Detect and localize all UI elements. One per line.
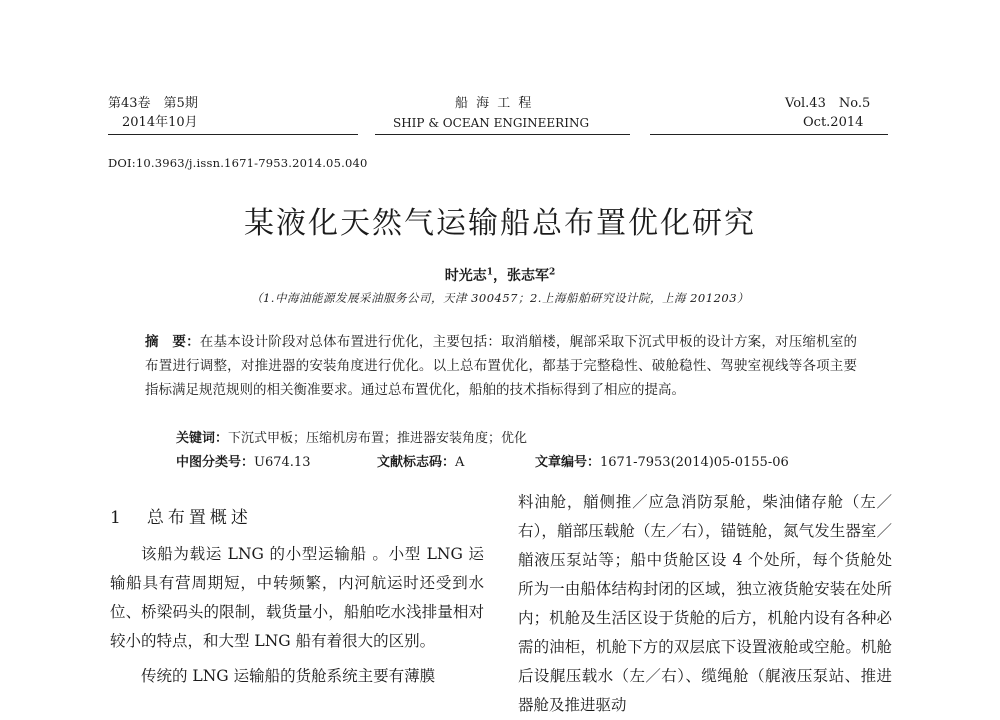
article-label: 文章编号：	[535, 455, 601, 470]
keywords	[176, 427, 527, 446]
volume-issue-en: Vol.43 No.5	[785, 96, 871, 111]
doi[interactable]: DOI:10.3963/j.issn.1671-7953.2014.05.040	[108, 156, 368, 170]
section-heading	[110, 503, 252, 528]
article-value: 1671-7953(2014)05-0155-06	[600, 455, 789, 470]
author-1: 时光志	[444, 268, 487, 284]
left-paragraph-1: 该船为载运 LNG 的小型运输船 。小型 LNG 运输船具有营周期短，中转频繁，内河航运时还受到水位、桥梁码头的限制，载货量小，船舶吃水浅排量相对较小的特点，和大型 LNG 船有着很大的区别。	[110, 545, 484, 650]
authors	[0, 265, 1000, 285]
section-number: 1	[110, 508, 125, 528]
paper-title: 某液化天然气运输船总布置优化研究	[244, 206, 756, 241]
header-rule-right	[650, 134, 888, 135]
affiliation: （1.中海油能源发展采油服务公司，天津 300457；2.上海船舶研究设计院，上海 201203）	[250, 291, 750, 305]
journal-name-en: SHIP & OCEAN ENGINEERING	[393, 116, 590, 130]
author-separator: ，	[493, 268, 507, 284]
right-column	[518, 488, 892, 720]
abstract	[145, 330, 857, 402]
doc-label: 文献标志码：	[377, 455, 456, 470]
section-title: 总布置概述	[146, 508, 252, 528]
journal-name-cn: 船 海 工 程	[455, 96, 534, 111]
document-code	[377, 451, 464, 470]
header-rule-center	[375, 134, 630, 135]
volume-issue: 第43卷 第5期	[108, 96, 198, 111]
author-2: 张志军	[507, 268, 549, 284]
publication-date-en: Oct.2014	[803, 115, 864, 130]
abstract-text: 在基本设计阶段对总体布置进行优化，主要包括：取消艏楼，艉部采取下沉式甲板的设计方案，对压缩机室的布置进行调整，对推进器的安装角度进行优化。以上总布置优化，都基于完整稳性、破舱稳性、驾驶室视线等各项主要指标满足规范规则的相关衡准要求。通过总布置优化，船舶的技术指标得到了相应的提高。	[145, 334, 858, 398]
article-number	[535, 451, 789, 470]
left-column	[110, 540, 484, 691]
author-2-affil: 2	[549, 267, 556, 278]
keywords-text: 下沉式甲板；压缩机房布置；推进器安装角度；优化	[228, 431, 528, 446]
left-paragraph-2: 传统的 LNG 运输船的货舱系统主要有薄膜	[141, 667, 436, 685]
publication-date: 2014年10月	[122, 115, 198, 130]
clc-number	[176, 451, 310, 470]
clc-value: U674.13	[254, 455, 311, 470]
clc-label: 中图分类号：	[176, 455, 255, 470]
header-rule-left	[108, 134, 358, 135]
doc-value: A	[455, 455, 465, 470]
abstract-label: 摘 要：	[145, 334, 200, 350]
author-1-affil: 1	[486, 267, 493, 278]
keywords-label: 关键词：	[176, 431, 229, 446]
right-paragraph: 料油舱，艏侧推／应急消防泵舱，柴油储存舱（左／右），艏部压载舱（左／右），锚链舱，氮气发生器室／艏液压泵站等；船中货舱区设 4 个处所，每个货舱处所为一由船体结构封闭的区域，独立液货舱安装在处所内；机舱及生活区设于货舱的后方，机舱内设有各种必需的油柜，机舱下方的双层底下设置液舱或空舱。机舱后设艉压载水（左／右）、缆绳舱（艉液压泵站、推进器舱及推进驱动	[518, 493, 892, 714]
